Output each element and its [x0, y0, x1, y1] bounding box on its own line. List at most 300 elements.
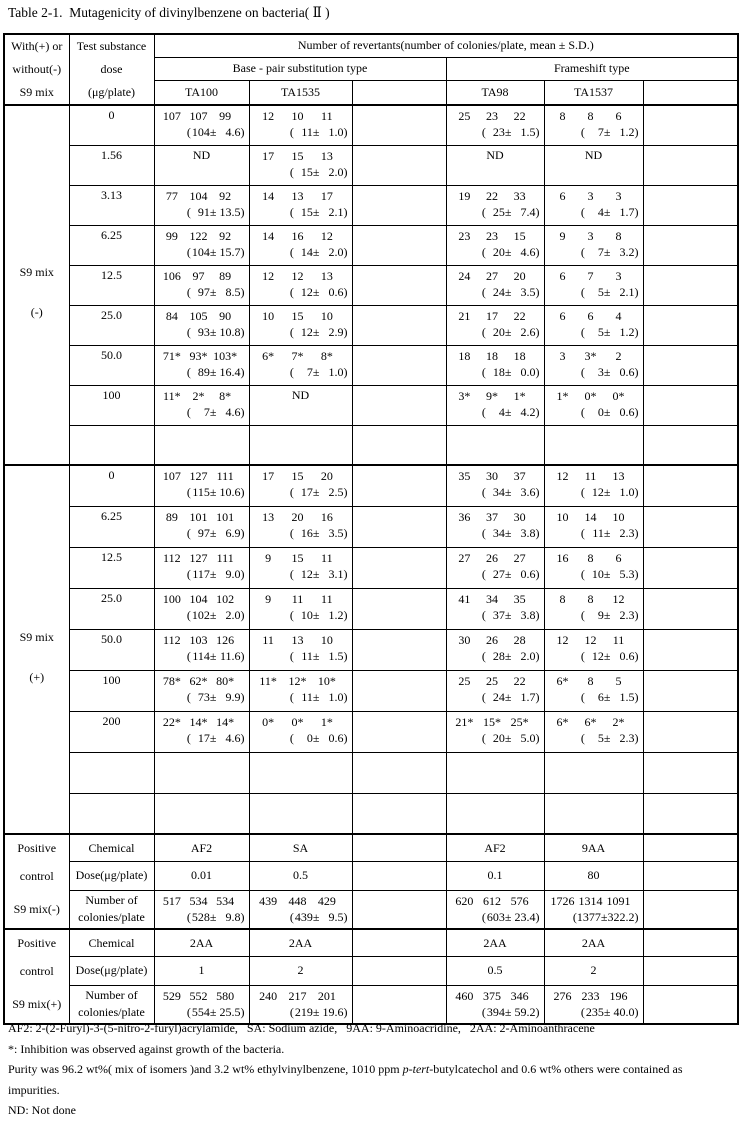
count-value: 6 [559, 188, 566, 203]
count-value: 217 [288, 988, 307, 1003]
ta1535-cell [249, 547, 352, 588]
mean-sd-line: ( 15± 2.0) [289, 164, 348, 179]
count-value: 1* [513, 388, 526, 403]
ta1535-cell [249, 145, 352, 185]
ta98-cell [446, 588, 544, 629]
ta1535-cell [249, 793, 352, 834]
ta98-cell [446, 225, 544, 265]
dose-cell: 3.13 [69, 185, 154, 225]
count-value: 8 [587, 673, 594, 688]
mean-value: 439 [294, 909, 313, 924]
ta1537-cell [544, 752, 643, 793]
plate-counts [250, 146, 352, 164]
count-value: 10 [320, 632, 333, 647]
mean-value: 11 [301, 648, 313, 663]
mean-sd-line: ( 3± 0.6) [580, 364, 639, 379]
mean-sd-line: ( 4± 4.2) [481, 404, 540, 419]
blank-cell [352, 506, 446, 547]
table-row [4, 225, 738, 265]
mean-sd-line: ( 7± 1.0) [289, 364, 348, 379]
plate-counts [250, 266, 352, 284]
header-strain-ta1535: TA1535 [249, 81, 352, 105]
count-value: 346 [510, 988, 529, 1003]
mean-sd-line: (219± 19.6) [289, 1004, 348, 1019]
ta1537-cell [544, 465, 643, 506]
count-value: 9* [485, 388, 498, 403]
sd-value: 4.6 [225, 125, 241, 139]
plate-counts [545, 548, 643, 566]
ta1537-cell [544, 265, 643, 305]
count-value: 90 [219, 308, 232, 323]
count-value: 25 [485, 673, 498, 688]
count-value: 3 [615, 188, 622, 203]
sd-value: 1.5 [520, 125, 536, 139]
ta1535-cell [249, 506, 352, 547]
colonies-label-lines [70, 986, 154, 1021]
count-value: 13 [262, 509, 275, 524]
chemical-cell: 9AA [544, 834, 643, 862]
count-value: 13 [320, 268, 333, 283]
count-value: 2 [615, 348, 622, 363]
sd-value: 4.6 [225, 730, 241, 745]
blank-cell [643, 465, 738, 506]
count-value: 529 [162, 988, 181, 1003]
count-value: 25* [510, 714, 529, 729]
count-value: 25 [458, 109, 471, 123]
count-value: 439 [259, 893, 278, 908]
blank-cell [643, 793, 738, 834]
plate-counts [545, 346, 643, 364]
blank-cell [352, 670, 446, 711]
count-value: 13 [320, 148, 333, 163]
ta1537-cell [544, 506, 643, 547]
count-value: 15 [291, 308, 304, 323]
sd-value: 2.1 [619, 284, 635, 299]
positive-control-label-line: control [19, 868, 54, 883]
mean-sd-line: ( 11± 2.3) [580, 525, 639, 540]
mean-value: 20 [492, 730, 505, 745]
count-value: 3* [458, 388, 471, 403]
mean-value: 7 [203, 404, 210, 419]
count-value: 11 [262, 632, 274, 647]
dose-value-cell: 0.5 [446, 957, 544, 986]
blank-cell [643, 385, 738, 425]
count-value: 112 [163, 632, 181, 647]
footnote-nd: ND: Not done [8, 1103, 76, 1118]
blank-cell [352, 890, 446, 929]
mean-sd-line: (104± 4.6) [186, 125, 245, 139]
table-row [4, 670, 738, 711]
header-base-pair-type: Base - pair substitution type [154, 57, 446, 80]
count-value: 17 [262, 469, 275, 483]
count-value: 27 [458, 550, 471, 565]
sd-value: 1.5 [328, 648, 344, 663]
sd-value: 3.5 [520, 284, 536, 299]
count-value: 534 [189, 893, 208, 908]
blank-cell [352, 345, 446, 385]
sd-value: 0.6 [328, 730, 344, 745]
table-title: Table 2-1. Mutagenicity of divinylbenzene on bacteria( Ⅱ ) [8, 5, 330, 20]
mean-sd-line: ( 34± 3.6) [481, 485, 540, 499]
mean-sd-line: ( 34± 3.8) [481, 525, 540, 540]
mean-sd-line: (117± 9.0) [186, 566, 245, 581]
count-value: 126 [216, 632, 235, 647]
count-value: 14 [262, 188, 275, 203]
count-value: 102 [216, 591, 235, 606]
count-value: 111 [216, 469, 234, 483]
mean-value: 603 [486, 909, 505, 924]
plate-counts [155, 106, 249, 124]
count-value: 0* [291, 714, 304, 729]
colonies-label-line: colonies/plate [78, 1004, 145, 1019]
plate-counts [155, 630, 249, 648]
mean-value: 5 [597, 730, 604, 745]
count-value: 21* [455, 714, 474, 729]
count-value: 448 [288, 893, 307, 908]
mean-value: 28 [492, 648, 505, 663]
count-value: 460 [455, 988, 474, 1003]
count-value: 23 [485, 109, 498, 123]
colonies-row-label [69, 890, 154, 929]
mean-sd-line: ( 12± 0.6) [289, 284, 348, 299]
count-value: 12 [262, 109, 275, 123]
count-value: 10 [291, 109, 304, 123]
plate-counts [545, 630, 643, 648]
count-value: 35 [513, 591, 526, 606]
colonies-cell [544, 890, 643, 929]
plate-counts [447, 630, 544, 648]
mean-value: 16 [300, 525, 313, 540]
count-value: 23 [458, 228, 471, 243]
ta1535-cell [249, 425, 352, 465]
sd-value: 8.5 [225, 284, 241, 299]
ta100-cell [154, 588, 249, 629]
mean-value: 10 [591, 566, 604, 581]
sd-value: 7.4 [520, 204, 536, 219]
plate-counts [447, 891, 544, 909]
header-dose-column [69, 34, 154, 105]
mean-sd-line: (394± 59.2) [481, 1004, 540, 1019]
count-value: 11* [259, 673, 277, 688]
mean-value: 97 [197, 284, 210, 299]
blank-cell [643, 265, 738, 305]
mean-value: 4 [498, 404, 505, 419]
table-row [4, 465, 738, 506]
sd-value: 2.1 [328, 204, 344, 219]
footnote-purity-text: Purity was 96.2 wt%( mix of isomers )and 3.2 wt% ethylvinylbenzene, 1010 ppm [8, 1062, 403, 1077]
plate-counts [447, 589, 544, 607]
table-row [4, 345, 738, 385]
plate-counts [545, 507, 643, 525]
sd-value: 0.6 [619, 648, 635, 663]
colonies-cell [446, 890, 544, 929]
mean-value: 0 [597, 404, 604, 419]
count-value: 8 [615, 228, 622, 243]
count-value: 13 [612, 469, 625, 483]
plate-counts [155, 186, 249, 204]
count-value: 22 [513, 109, 526, 123]
count-value: 1* [556, 388, 569, 403]
blank-cell [352, 793, 446, 834]
chemical-cell: SA [249, 834, 352, 862]
section-label-lines [5, 590, 69, 710]
dose-value-cell: 2 [544, 957, 643, 986]
plate-counts [447, 226, 544, 244]
sd-value: 10.6 [219, 485, 241, 499]
count-value: 111 [216, 550, 234, 565]
plate-counts [155, 986, 249, 1004]
count-value: 15 [291, 148, 304, 163]
ta1537-cell [544, 185, 643, 225]
dose-cell: 0 [69, 105, 154, 145]
mean-value: 528 [191, 909, 210, 924]
ta1537-cell [544, 711, 643, 752]
footnote-purity [8, 1059, 683, 1080]
dose-cell: 12.5 [69, 547, 154, 588]
count-value: 12 [612, 591, 625, 606]
count-value: 12 [291, 268, 304, 283]
ta100-cell [154, 506, 249, 547]
plate-counts [447, 306, 544, 324]
table-row [4, 629, 738, 670]
count-value: 13 [291, 632, 304, 647]
table-row [4, 385, 738, 425]
mean-sd-line: ( 5± 1.2) [580, 324, 639, 339]
plate-counts [447, 466, 544, 484]
sd-value: 23.4 [514, 909, 536, 924]
ta1535-cell [249, 305, 352, 345]
count-value: 17 [320, 188, 333, 203]
blank-cell [352, 588, 446, 629]
dose-value-cell: 80 [544, 862, 643, 891]
ta1537-cell [544, 547, 643, 588]
count-value: 6 [615, 550, 622, 565]
sd-value: 19.6 [322, 1004, 344, 1019]
plate-counts [155, 671, 249, 689]
mean-sd-line: ( 93± 10.8) [186, 324, 245, 339]
colonies-cell [249, 890, 352, 929]
table-row [4, 185, 738, 225]
mean-sd-line: ( 10± 5.3) [580, 566, 639, 581]
count-value: 20 [291, 509, 304, 524]
blank-cell [643, 105, 738, 145]
header-s9-line: S9 mix [19, 85, 54, 99]
count-value: 100 [162, 591, 181, 606]
ta98-cell [446, 425, 544, 465]
sd-value: 13.5 [219, 204, 241, 219]
plate-counts [155, 712, 249, 730]
count-value: 6* [584, 714, 597, 729]
mean-value: 394 [486, 1004, 505, 1019]
blank-cell [643, 752, 738, 793]
count-value: 30 [513, 509, 526, 524]
count-value: 10 [612, 509, 625, 524]
table-row [4, 145, 738, 185]
mean-value: 104 [191, 125, 210, 139]
dose-value-cell: 1 [154, 957, 249, 986]
blank-cell [352, 185, 446, 225]
chemical-cell: 2AA [544, 929, 643, 957]
sd-value: 3.2 [619, 244, 635, 259]
plate-counts [545, 671, 643, 689]
footnotes [8, 1018, 683, 1121]
dose-cell: 1.56 [69, 145, 154, 185]
mean-sd-line: ( 0± 0.6) [580, 404, 639, 419]
plate-counts [250, 671, 352, 689]
mean-sd-line: ( 12± 3.1) [289, 566, 348, 581]
mean-value: 14 [300, 244, 313, 259]
dose-cell [69, 793, 154, 834]
ta98-cell [446, 711, 544, 752]
positive-control-label-line: Positive [17, 936, 57, 950]
count-value: 17 [262, 148, 275, 163]
blank-cell [643, 547, 738, 588]
count-value: 14* [189, 714, 208, 729]
dose-cell: 12.5 [69, 265, 154, 305]
count-value: 20 [513, 268, 526, 283]
blank-cell [352, 225, 446, 265]
sd-value: 2.3 [619, 525, 635, 540]
blank-cell [352, 752, 446, 793]
mean-sd-line: ( 5± 2.1) [580, 284, 639, 299]
count-value: 240 [259, 988, 278, 1003]
count-value: 5 [615, 673, 622, 688]
count-value: 106 [162, 268, 181, 283]
count-value: 15 [291, 469, 304, 483]
count-value: 127 [189, 469, 208, 483]
mean-sd-line: ( 7± 3.2) [580, 244, 639, 259]
mean-value: 5 [597, 284, 604, 299]
table-header [4, 34, 738, 105]
chemical-cell: AF2 [446, 834, 544, 862]
ta1535-cell [249, 345, 352, 385]
sd-value: 11.6 [219, 648, 241, 663]
header-strain-ta98: TA98 [446, 81, 544, 105]
mean-sd-line: ( 5± 2.3) [580, 730, 639, 745]
footnote-purity-text: -butylcatechol and 0.6 wt% others were contained as [429, 1062, 683, 1077]
ta98-cell [446, 265, 544, 305]
mean-value: 15 [300, 164, 313, 179]
count-value: 80* [216, 673, 235, 688]
count-value: 15 [513, 228, 526, 243]
count-value: 89 [165, 509, 178, 524]
table-row [4, 425, 738, 465]
sd-value: 2.3 [619, 607, 635, 622]
count-value: 1726 [550, 893, 575, 908]
mean-value: 12 [591, 485, 604, 499]
mean-sd-line: ( 18± 0.0) [481, 364, 540, 379]
mean-sd-line: (554± 25.5) [186, 1004, 245, 1019]
blank-cell [643, 957, 738, 986]
count-value: 101 [189, 509, 208, 524]
count-value: 103* [213, 348, 238, 363]
table-row [4, 711, 738, 752]
mean-value: 114 [192, 648, 210, 663]
section-label-line: (+) [29, 669, 45, 684]
plate-counts [155, 226, 249, 244]
ta100-cell [154, 752, 249, 793]
ta1535-cell [249, 265, 352, 305]
mean-sd-line: (102± 2.0) [186, 607, 245, 622]
plate-counts [447, 507, 544, 525]
dose-cell [69, 752, 154, 793]
mean-value: 11 [592, 525, 604, 540]
sd-value: 1.7 [619, 204, 635, 219]
colonies-label-line: colonies/plate [78, 909, 145, 924]
chemical-cell: 2AA [249, 929, 352, 957]
positive-control-label-line: Positive [17, 841, 57, 855]
chemical-row-label: Chemical [69, 929, 154, 957]
sd-value: 0.0 [520, 364, 536, 379]
blank-cell [352, 547, 446, 588]
header-strain-ta100: TA100 [154, 81, 249, 105]
mean-value: 219 [294, 1004, 313, 1019]
count-value: 22 [485, 188, 498, 203]
sd-value: 16.4 [219, 364, 241, 379]
chemical-cell: 2AA [446, 929, 544, 957]
mean-sd-line: ( 12± 1.0) [580, 485, 639, 499]
mean-sd-line: ( 24± 1.7) [481, 689, 540, 704]
sd-value: 1.2 [619, 324, 635, 339]
count-value: 101 [216, 509, 235, 524]
section-label-line: S9 mix [19, 629, 54, 644]
positive-control-row [4, 957, 738, 986]
mean-sd-line: (528± 9.8) [186, 909, 245, 924]
mean-value: 20 [492, 324, 505, 339]
sd-value: 3.8 [520, 607, 536, 622]
mean-sd-line: ( 15± 2.1) [289, 204, 348, 219]
ta1535-cell [249, 105, 352, 145]
mean-sd-line: ( 37± 3.8) [481, 607, 540, 622]
sd-value: 1.0 [328, 364, 344, 379]
count-value: 104 [189, 591, 208, 606]
mean-sd-line: ( 89± 16.4) [186, 364, 245, 379]
count-value: 16 [320, 509, 333, 524]
sd-value: 4.6 [225, 404, 241, 419]
count-value: 122 [189, 228, 208, 243]
count-value: 3* [584, 348, 597, 363]
positive-control-label [4, 929, 69, 1024]
count-value: 18 [458, 348, 471, 363]
count-value: 11 [321, 109, 333, 123]
mean-sd-line: ( 7± 4.6) [186, 404, 245, 419]
mean-value: 24 [492, 284, 505, 299]
plate-counts [250, 466, 352, 484]
plate-counts [545, 589, 643, 607]
plate-counts [447, 106, 544, 124]
count-value: 6 [559, 308, 566, 323]
ta98-cell [446, 506, 544, 547]
table-row [4, 793, 738, 834]
count-value: 19 [458, 188, 471, 203]
ta1535-cell [249, 225, 352, 265]
plate-counts [545, 891, 643, 909]
dose-cell: 200 [69, 711, 154, 752]
dose-cell: 25.0 [69, 588, 154, 629]
count-value: 12 [556, 632, 569, 647]
header-dose-line: (μg/plate) [87, 85, 136, 99]
mean-value: 6 [597, 689, 604, 704]
mean-sd-line: ( 97± 6.9) [186, 525, 245, 540]
plate-counts [250, 712, 352, 730]
count-value: 1* [320, 714, 333, 729]
sd-value: 10.8 [219, 324, 241, 339]
count-value: 107 [162, 469, 181, 483]
count-value: 11 [612, 632, 625, 647]
sd-value: 1.0 [328, 689, 344, 704]
plate-counts [155, 548, 249, 566]
mean-value: 37 [492, 607, 505, 622]
